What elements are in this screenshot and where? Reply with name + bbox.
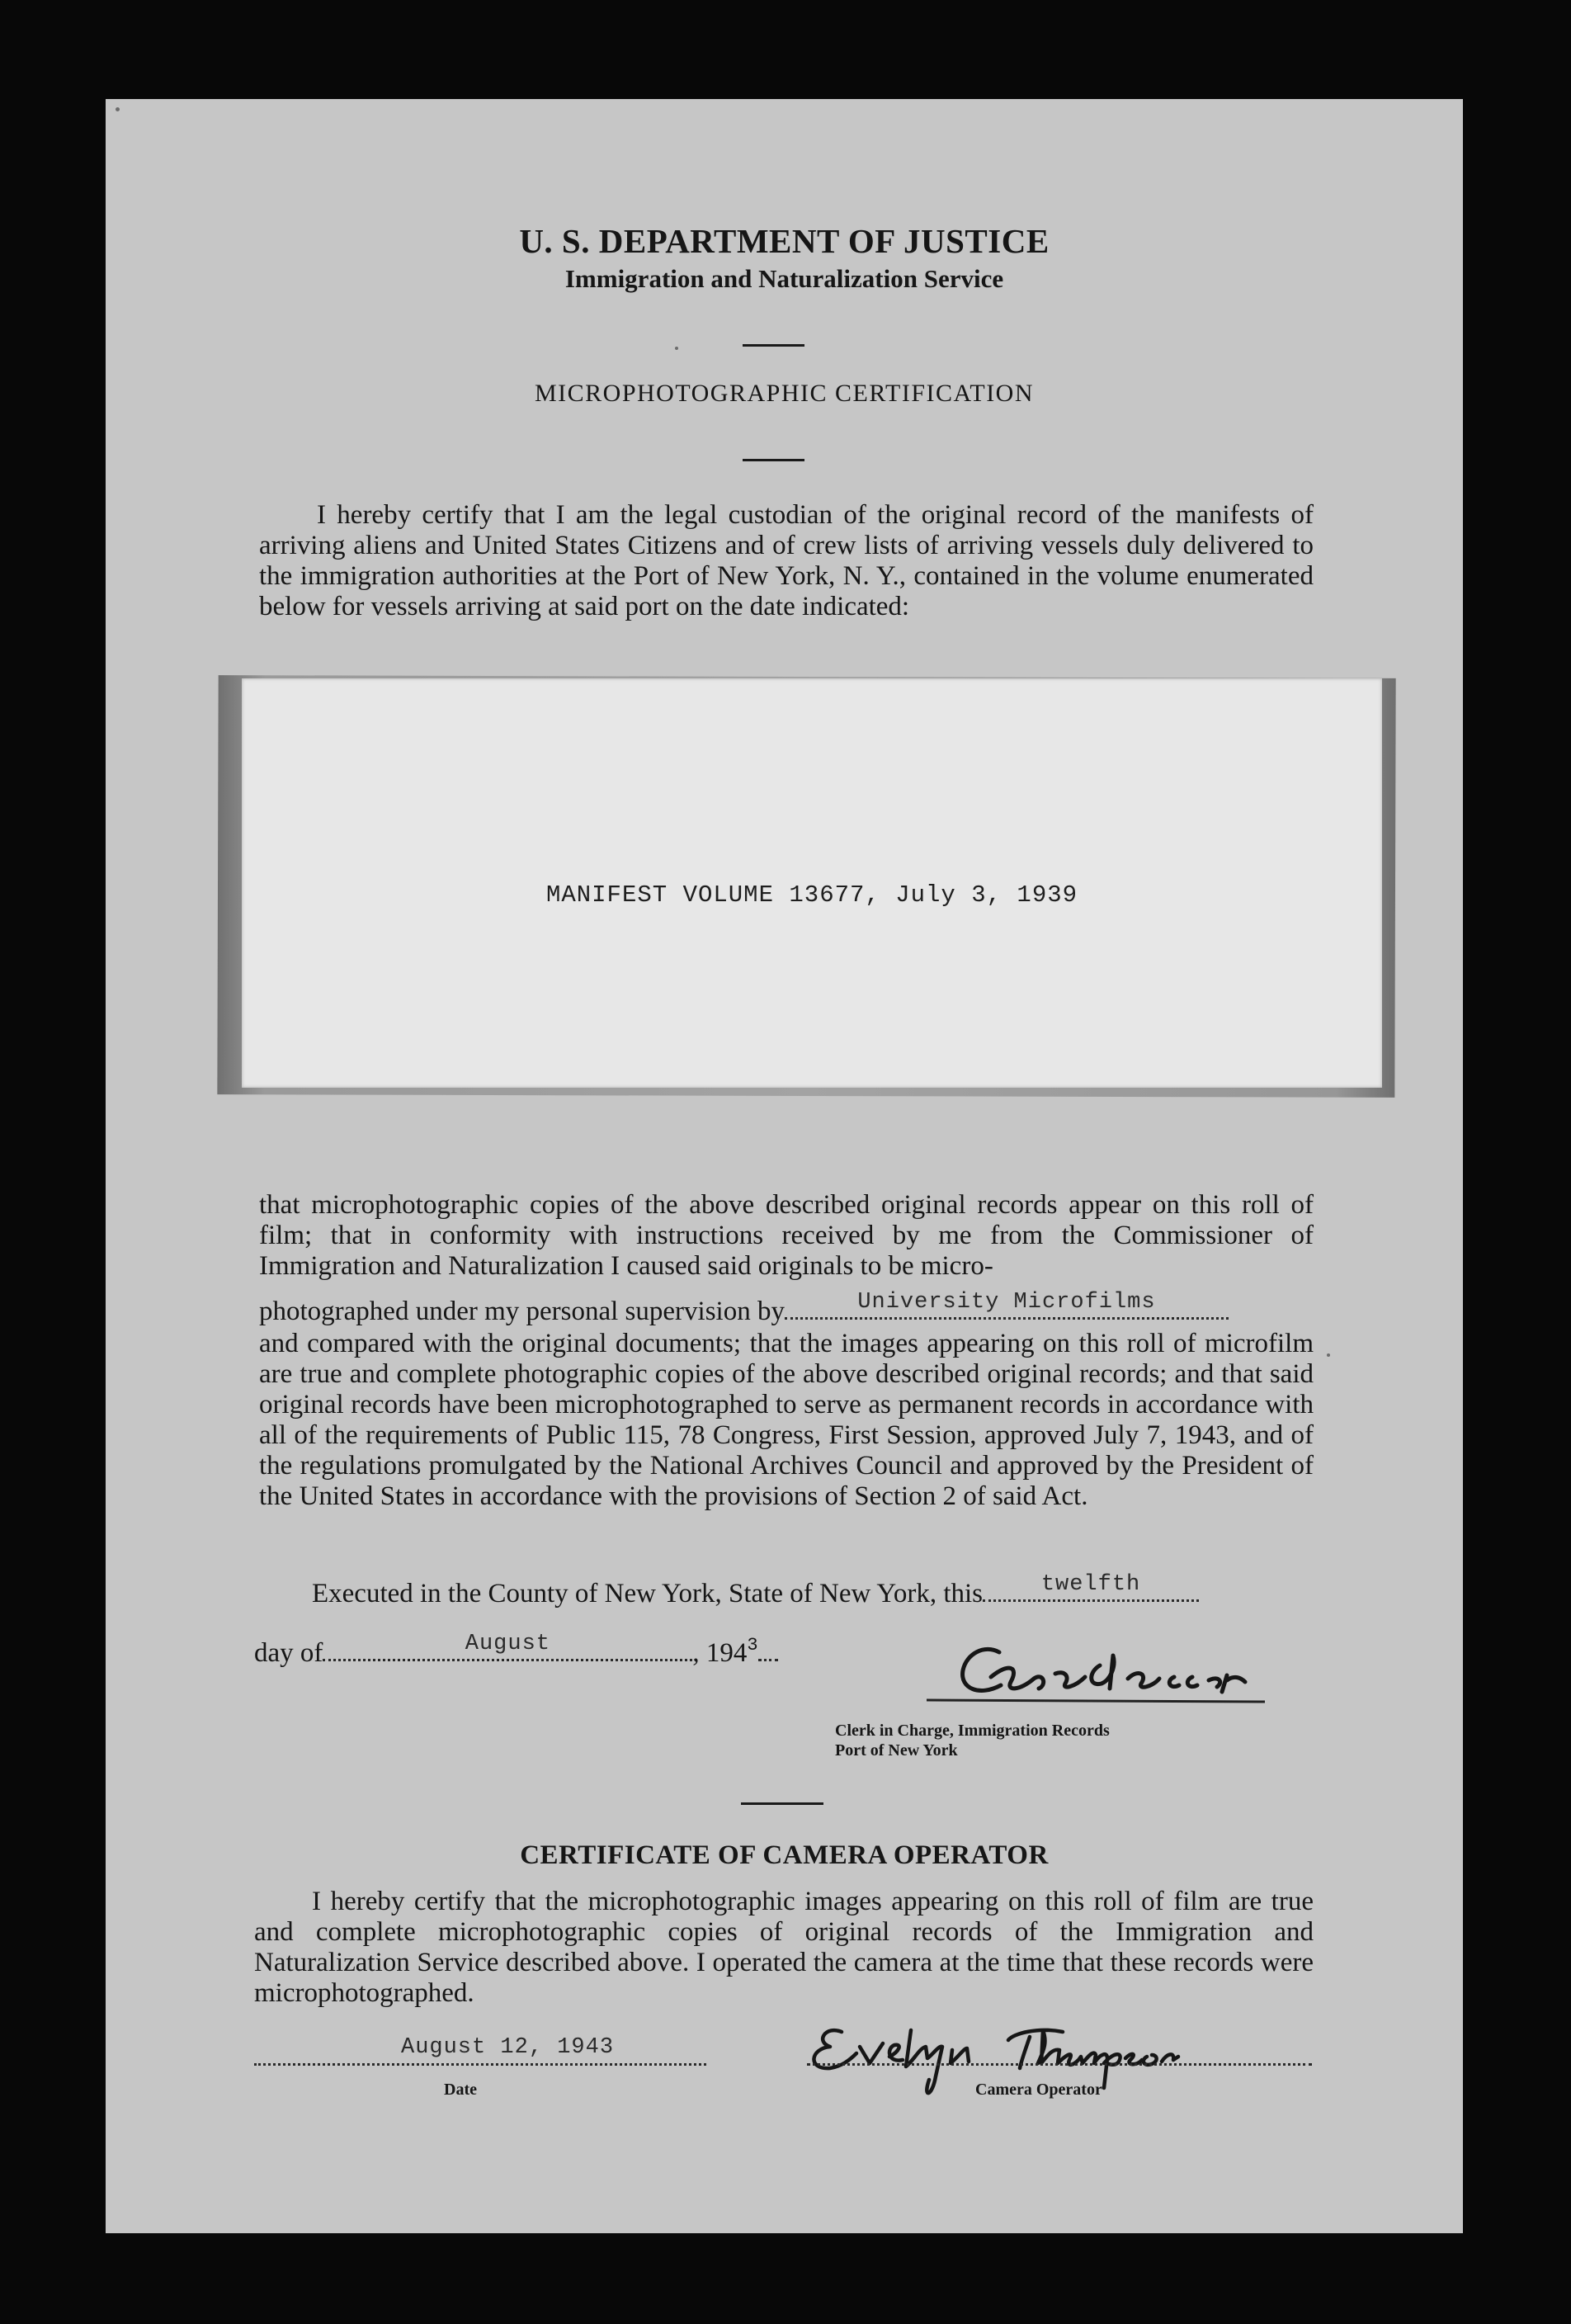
film-speck (1327, 1353, 1330, 1357)
film-speck (116, 107, 120, 111)
supervisor-prefix: photographed under my personal supervision by (259, 1297, 785, 1326)
date-label: Date (444, 2081, 477, 2099)
operator-line (807, 2063, 1312, 2066)
intro-text: I hereby certify that I am the legal custodian of the original record of the manifests of arriving aliens and United States Citizens and of crew lists of arriving vessels duly delivered to the immigration authorities at the Port of New York, N. Y., contained in the volume enumerated below for vessels arriving at said port on the date indicated: (259, 500, 1314, 621)
department-title: U. S. DEPARTMENT OF JUSTICE (519, 222, 1050, 260)
executed-line (312, 1572, 1366, 1609)
service-subtitle: Immigration and Naturalization Service (564, 264, 1004, 293)
divider (741, 1802, 823, 1805)
month-field (323, 1634, 692, 1661)
operator-label: Camera Operator (975, 2081, 1102, 2099)
year-digit: 3 (747, 1635, 758, 1656)
body-part-1 (259, 1190, 1314, 1282)
clerk-signature (894, 1634, 1281, 1717)
camera-date-value: August 12, 1943 (401, 2035, 615, 2060)
supervisor-value: University Microfilms (857, 1290, 1156, 1315)
supervisor-field (785, 1292, 1229, 1320)
clerk-title-1: Clerk in Charge, Immigration Records (835, 1722, 1110, 1740)
executed-prefix: Executed in the County of New York, State of New York, this (312, 1579, 984, 1608)
day-value: twelfth (1040, 1572, 1141, 1597)
year-field (758, 1634, 778, 1661)
manifest-volume-text: MANIFEST VOLUME 13677, July 3, 1939 (545, 881, 1078, 909)
body-text-3: and compared with the original documents; that the images appearing on this roll of microfilm are true and complete photographic copies of the above described original records; and that said original records have been microphotographed to serve as permanent records in accordance with all of the requirements of Public 115, 78 Congress, First Session, approved July 7, 1943, and of the regulations promulgated by the National Archives Council and approved by the President of the United States in accordance with the provisions of Section 2 of said Act. (259, 1329, 1314, 1511)
intro-paragraph (259, 500, 1314, 622)
date-line (254, 2063, 706, 2066)
day-of-label: day of (254, 1638, 323, 1668)
body-text-1: that microphotographic copies of the above described original records appear on this roll of film; that in conformity with instructions received by me from the Commissioner of Immigration and Naturalization I caused said originals to be micro- (259, 1190, 1314, 1281)
day-field (983, 1572, 1199, 1602)
camera-text: I hereby certify that the microphotographic images appearing on this roll of film are true and complete microphotographic copies of original records of the Immigration and Naturalization Service described above. I operated the camera at the time that these records were microphotographed. (254, 1887, 1314, 2008)
supervisor-line (259, 1292, 1314, 1327)
certification-heading: MICROPHOTOGRAPHIC CERTIFICATION (534, 380, 1035, 407)
film-speck (675, 347, 678, 350)
clerk-title-2: Port of New York (835, 1741, 958, 1760)
body-part-3 (259, 1329, 1314, 1512)
divider (743, 459, 804, 461)
manifest-insert-slip (242, 678, 1382, 1088)
camera-paragraph (254, 1887, 1314, 2009)
year-prefix: , 194 (692, 1638, 748, 1668)
camera-heading: CERTIFICATE OF CAMERA OPERATOR (520, 1840, 1049, 1870)
certificate-page (106, 99, 1463, 2233)
month-value: August (465, 1632, 550, 1656)
divider (743, 344, 804, 347)
